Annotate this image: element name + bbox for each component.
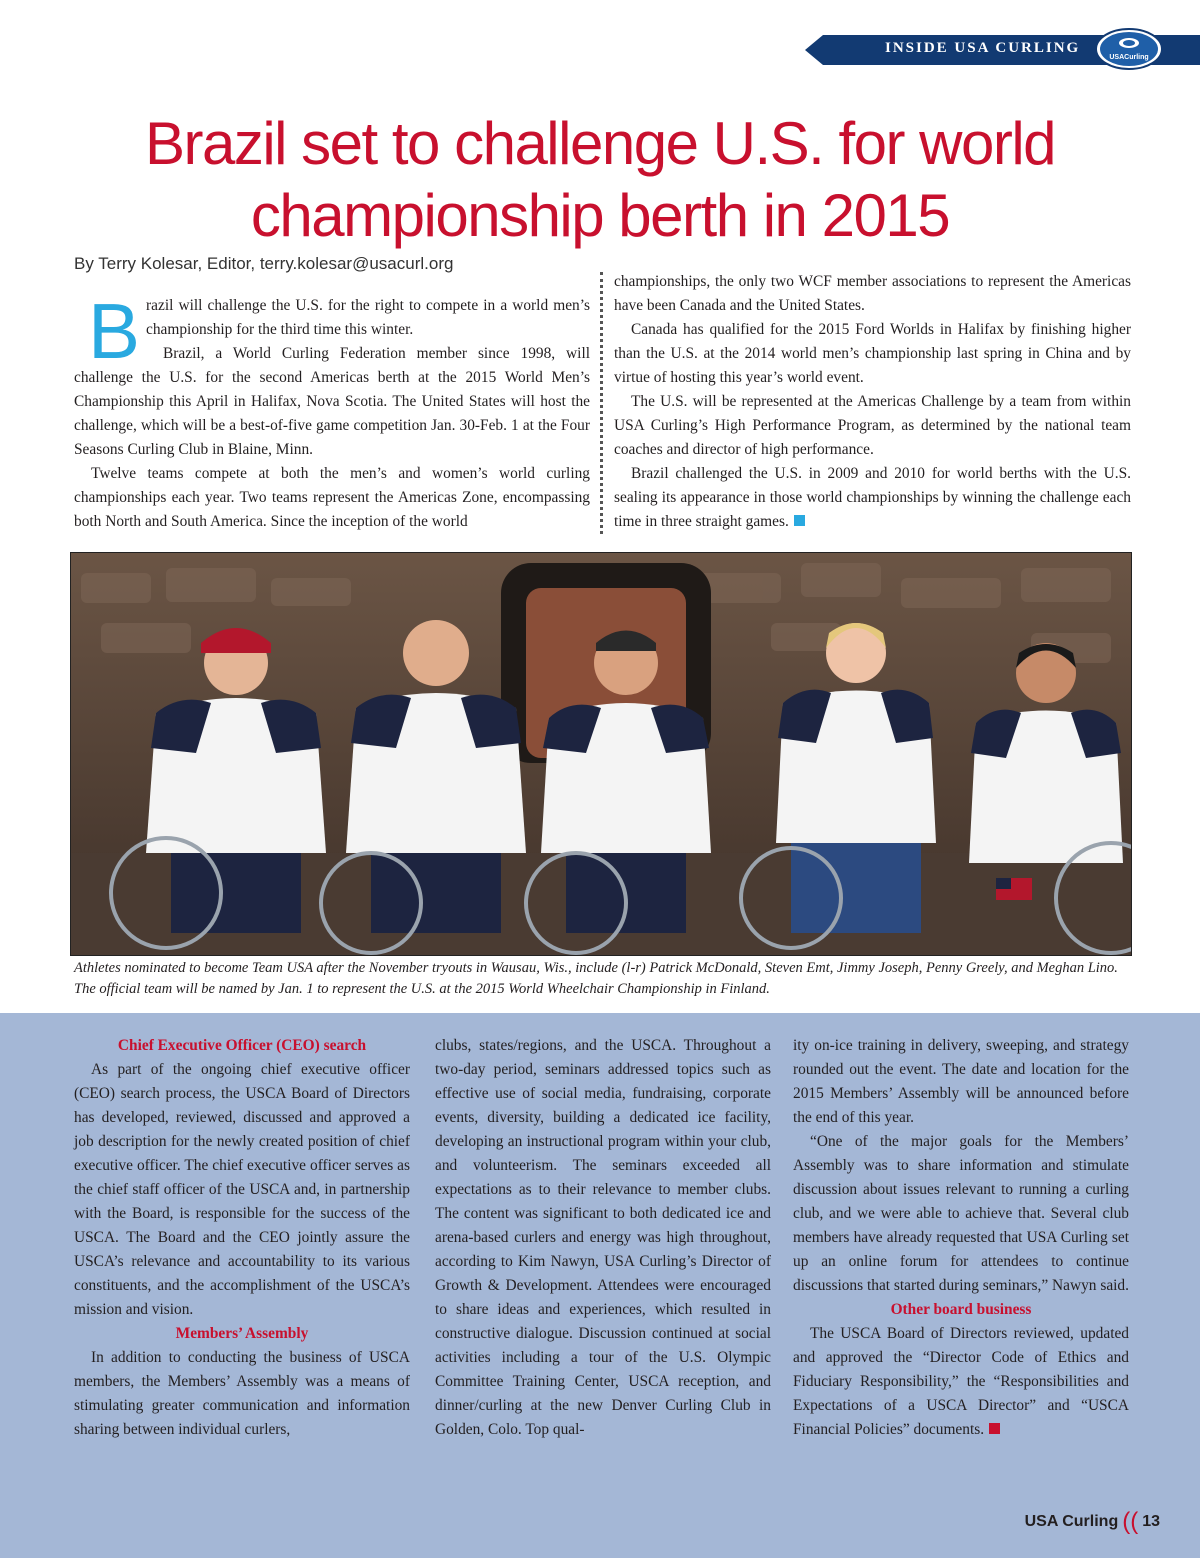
logo-text: USACurling bbox=[1109, 54, 1149, 61]
usa-curling-logo bbox=[1093, 26, 1165, 72]
column-divider bbox=[600, 272, 603, 534]
paragraph-last bbox=[614, 462, 1131, 534]
paragraph: razil will challenge the U.S. for the right to compete in a world men’s championship for the third time this winter. bbox=[146, 297, 590, 338]
heading-ceo-search: Chief Executive Officer (CEO) search bbox=[117, 1037, 367, 1054]
heading-members-assembly: Members’ Assembly bbox=[175, 1325, 309, 1342]
article-title: Brazil set to challenge U.S. for world championship berth in 2015 bbox=[144, 110, 1056, 249]
photo-caption: Athletes nominated to become Team USA after the November tryouts in Wausau, Wis., include (l-r) Patrick McDonald, Steven Emt, Jimmy Joseph, Penny Greely, and Meghan Lino. The official team will be named by Jan. 1 to represent the U.S. at the 2015 World Wheelchair Championship in Finland. bbox=[74, 960, 1118, 997]
paragraph: The U.S. will be represented at the Americas Challenge by a team from within USA Curling’s High Performance Program, as determined by the national team coaches and director of high performance. bbox=[614, 393, 1131, 458]
paragraph: As part of the ongoing chief executive officer (CEO) search process, the USCA Board of Directors has developed, reviewed, discussed and approved a job description for the newly created position of chief executive officer. The chief executive officer serves as the chief staff officer of the USCA and, in partnership with the Board, is responsible for the success of the USCA. The Board and the CEO jointly assure the USCA’s relevance and accountability to its various constituents, and the accomplishment of the USCA’s mission and vision. bbox=[74, 1061, 410, 1318]
paragraph: Brazil, a World Curling Federation member since 1998, will challenge the U.S. for the second Americas berth at the 2015 World Men’s Championship this April in Halifax, Nova Scotia. The United States will host the challenge, which will be a best-of-five game competition Jan. 30-Feb. 1 at the Four Seasons Curling Club in Blaine, Minn. bbox=[74, 345, 590, 458]
board-column-1 bbox=[74, 1034, 410, 1442]
page-footer bbox=[1025, 1508, 1160, 1536]
paragraph-text: The USCA Board of Directors reviewed, updated and approved the “Director Code of Ethics and Fiduciary Responsibility,” the “Responsibilities and Expectations of a USCA Director” and “USCA Financial Policies” documents. bbox=[793, 1325, 1129, 1438]
end-mark-icon bbox=[989, 1423, 1000, 1434]
bracket-icon: (( bbox=[1122, 1508, 1139, 1535]
article-column-1 bbox=[74, 287, 590, 534]
paragraph: ity on-ice training in delivery, sweeping, and strategy rounded out the event. The date and location for the 2015 Members’ Assembly will be announced before the end of this year. bbox=[793, 1037, 1129, 1126]
paragraph: championships, the only two WCF member associations to represent the Americas have been Canada and the United States. bbox=[614, 273, 1131, 314]
byline: By Terry Kolesar, Editor, terry.kolesar@usacurl.org bbox=[74, 254, 454, 273]
paragraph: Twelve teams compete at both the men’s and women’s world curling championships each year. Two teams represent the Americas Zone, encompassing both North and South America. Since the inception of the world bbox=[74, 465, 590, 530]
board-column-2 bbox=[435, 1034, 771, 1442]
paragraph: “One of the major goals for the Members’ Assembly was to share information and stimulate discussion about issues relevant to running a curling club, and we were able to achieve that. Several club members have already requested that USA Curling set up an online forum for attendees to continue discussions that started during seminars,” Nawyn said. bbox=[793, 1133, 1129, 1294]
paragraph-last bbox=[793, 1322, 1129, 1442]
end-mark-icon bbox=[794, 515, 805, 526]
drop-cap: B bbox=[88, 287, 141, 375]
paragraph: clubs, states/regions, and the USCA. Throughout a two-day period, seminars addressed topics such as effective use of social media, fundraising, corporate events, diversity, building a dedicated ice facility, developing an instructional program within your club, and volunteerism. The seminars exceeded all expectations as to their relevance to member clubs. The content was significant to both dedicated ice and arena-based curlers and energy was high throughout, according to Kim Nawyn, USA Curling’s Director of Growth & Development. Attendees were encouraged to share ideas and experiences, which resulted in constructive dialogue. Discussion continued at social activities including a tour of the U.S. Olympic Committee Training Center, USCA reception, and dinner/curling at the new Denver Curling Club in Golden, Colo. Top qual- bbox=[435, 1037, 771, 1438]
paragraph-text: Brazil challenged the U.S. in 2009 and 2010 for world berths with the U.S. sealing its appearance in those world championships by winning the challenge each time in three straight games. bbox=[614, 465, 1131, 530]
heading-other-business: Other board business bbox=[890, 1301, 1032, 1318]
board-column-3 bbox=[793, 1034, 1129, 1442]
article-column-2 bbox=[614, 270, 1131, 534]
team-photo bbox=[70, 552, 1132, 956]
page-number: 13 bbox=[1142, 1513, 1160, 1530]
paragraph: In addition to conducting the business of USCA members, the Members’ Assembly was a means of stimulating greater communication and information sharing between individual curlers, bbox=[74, 1349, 410, 1438]
paragraph: Canada has qualified for the 2015 Ford Worlds in Halifax by finishing higher than the U.S. at the 2014 world men’s championship last spring in China and by virtue of hosting this year’s world event. bbox=[614, 321, 1131, 386]
section-label: INSIDE USA CURLING bbox=[885, 40, 1081, 56]
publication-name: USA Curling bbox=[1024, 1513, 1119, 1530]
